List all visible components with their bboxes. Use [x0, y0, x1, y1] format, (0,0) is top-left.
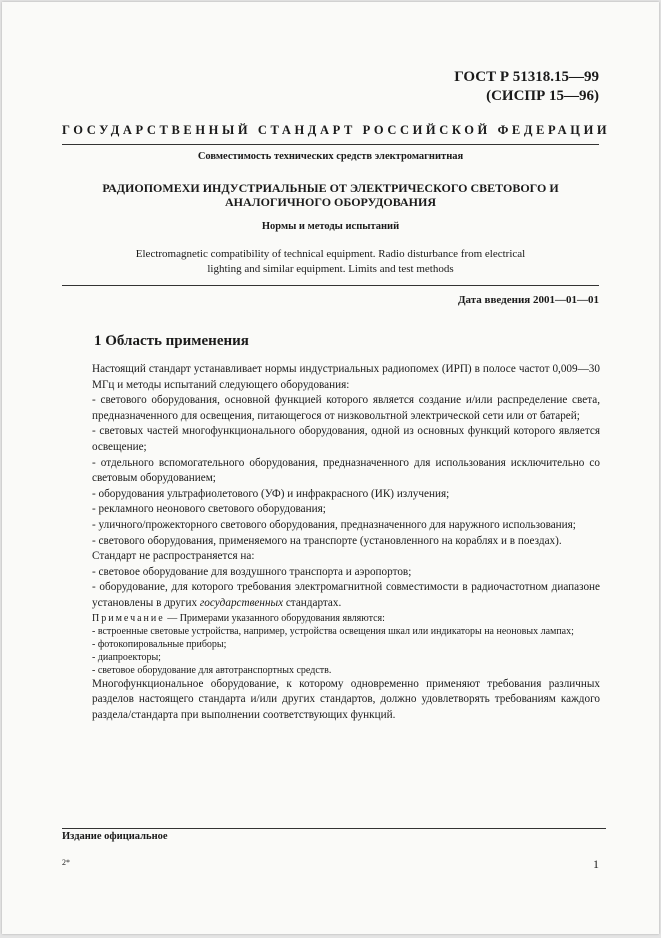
english-title-line-2: lighting and similar equipment. Limits and test methods	[207, 263, 454, 275]
standard-code: ГОСТ Р 51318.15—99	[454, 69, 599, 85]
exclusion-item: - световое оборудование для воздушного транспорта и аэропортов;	[92, 565, 412, 578]
document-page	[2, 2, 659, 934]
document-subtitle: Совместимость технических средств электромагнитная	[197, 151, 464, 162]
introduction-date: Дата введения 2001—01—01	[457, 294, 599, 306]
note-block	[92, 612, 600, 677]
list-item: - световых частей многофункционального оборудования, одной из основных функций которого является освещение;	[92, 425, 600, 453]
printer-mark: 2*	[62, 858, 70, 867]
list-item: - светового оборудования, применяемого на транспорте (установленного на кораблях и в поездах).	[92, 534, 562, 547]
list-item: - светового оборудования, основной функцией которого является создание и/или распределение света, предназначенного для освещения, питающегося от низковольтной электрической сети или от батарей;	[92, 394, 600, 422]
header-divider	[62, 144, 599, 145]
final-paragraph: Многофункциональное оборудование, к которому одновременно применяют требования различных разделов настоящего стандарта и/или других стандартов, должно удовлетворять требованиям каждого раздела/стандарта при выполнении соответствующих функций.	[92, 677, 600, 721]
cispr-code: (СИСПР 15—96)	[486, 88, 599, 104]
title-line-1: РАДИОПОМЕХИ ИНДУСТРИАЛЬНЫЕ ОТ ЭЛЕКТРИЧЕСКОГО СВЕТОВОГО И	[102, 181, 559, 195]
title-line-2: АНАЛОГИЧНОГО ОБОРУДОВАНИЯ	[224, 195, 437, 209]
not-applies-paragraph: Стандарт не распространяется на:	[92, 550, 255, 563]
intro-paragraph: Настоящий стандарт устанавливает нормы индустриальных радиопомех (ИРП) в полосе частот 0,009—30 МГц и методы испытаний следующего оборудования:	[92, 363, 600, 391]
standard-type-heading: ГОСУДАРСТВЕННЫЙ СТАНДАРТ РОССИЙСКОЙ ФЕДЕРАЦИИ	[62, 123, 611, 137]
note-item: - встроенные световые устройства, например, устройства освещения шкал или индикаторы на неоновых лампах;	[92, 625, 574, 637]
title-divider	[62, 285, 599, 286]
exclusion-item: - оборудование, для которого требования электромагнитной совместимости в радиочастотном диапазоне установлены в других государственных стандартах.	[92, 581, 600, 609]
note-item: - диапроекторы;	[92, 651, 161, 663]
note-item: - фотокопировальные приборы;	[92, 638, 227, 650]
norms-subtitle: Нормы и методы испытаний	[261, 221, 400, 232]
page-number: 1	[593, 857, 599, 871]
note-item: - световое оборудование для автотранспортных средств.	[92, 664, 332, 676]
edition-label: Издание официальное	[62, 831, 168, 842]
section-body	[92, 362, 600, 723]
note-heading: Примечание — Примерами указанного оборудования являются:	[92, 612, 385, 624]
section-heading: 1 Область применения	[94, 333, 249, 349]
note-label: Примечание	[92, 612, 165, 624]
list-item: - уличного/прожекторного светового оборудования, предназначенного для наружного использования;	[92, 518, 576, 531]
document-title	[92, 181, 569, 209]
list-item: - отдельного вспомогательного оборудования, предназначенного для использования исключительно со световым оборудованием;	[92, 456, 600, 485]
english-title	[92, 247, 569, 277]
list-item: - рекламного неонового светового оборудования;	[92, 503, 326, 516]
footer-divider	[62, 828, 606, 829]
list-item: - оборудования ультрафиолетового (УФ) и инфракрасного (ИК) излучения;	[92, 487, 450, 500]
english-title-line-1: Electromagnetic compatibility of technical equipment. Radio disturbance from electrical	[135, 248, 526, 260]
